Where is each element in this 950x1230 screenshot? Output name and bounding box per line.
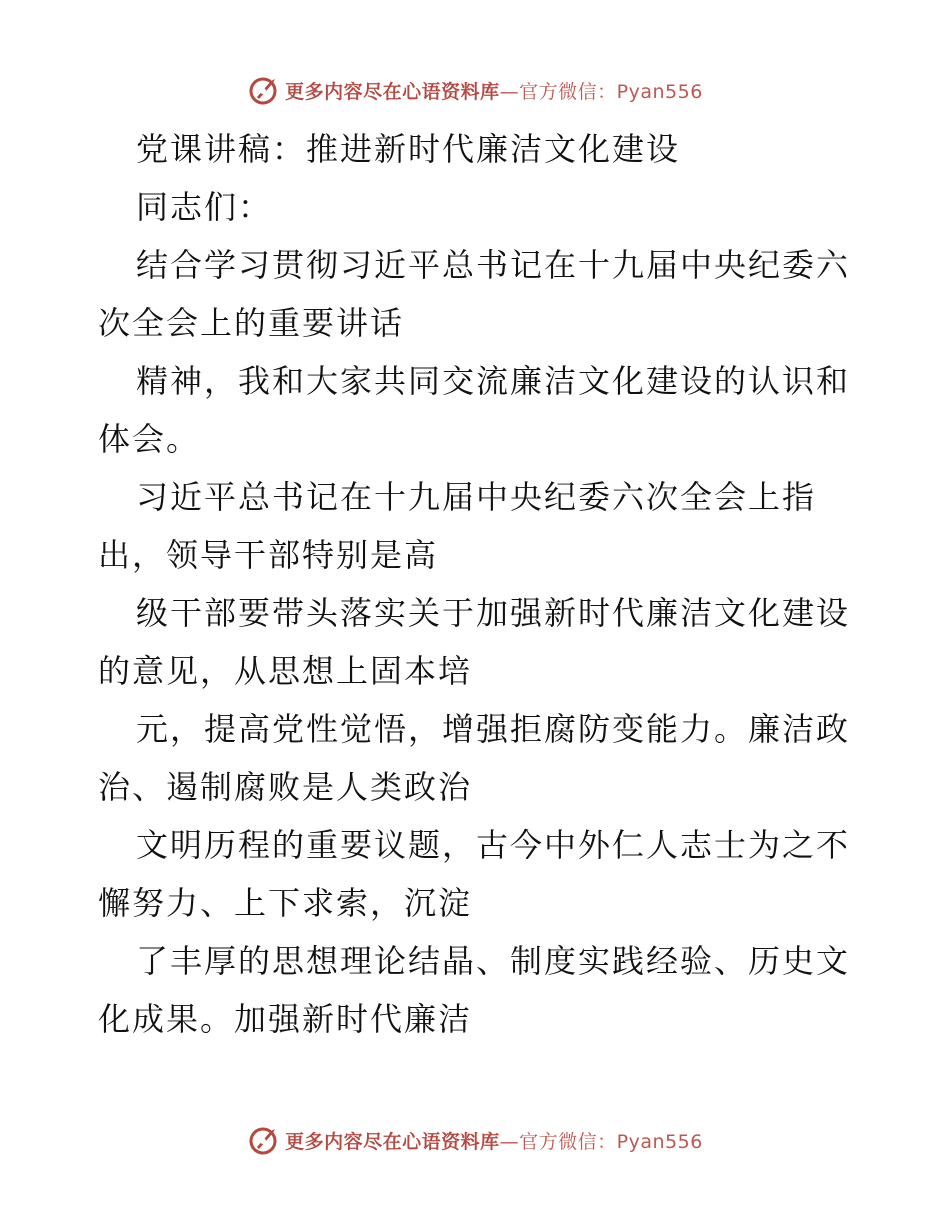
watermark-main: 更多内容尽在心语资料库: [285, 1130, 500, 1153]
document-body: [98, 120, 858, 1048]
text-line: 级干部要带头落实关于加强新时代廉洁文化建设: [136, 594, 851, 632]
text-line: 体会。: [98, 420, 201, 458]
watermark-contact: 官方微信：Pyan556: [519, 1130, 703, 1153]
text-line: 化成果。加强新时代廉洁: [98, 1000, 473, 1038]
quill-logo-icon: [247, 73, 281, 107]
watermark-separator: —: [499, 80, 520, 103]
document-title: 党课讲稿：推进新时代廉洁文化建设: [136, 130, 681, 168]
text-line: 精神，我和大家共同交流廉洁文化建设的认识和: [136, 362, 851, 400]
text-line: 懈努力、上下求索，沉淀: [98, 884, 473, 922]
text-line: 次全会上的重要讲话: [98, 304, 405, 342]
watermark-text: [285, 1127, 703, 1154]
text-line: 的意见，从思想上固本培: [98, 652, 473, 690]
footer-watermark: [0, 1120, 950, 1160]
text-line: 元，提高党性觉悟，增强拒腐防变能力。廉洁政: [136, 710, 851, 748]
text-line: 习近平总书记在十九届中央纪委六次全会上指: [136, 478, 817, 516]
text-line: 结合学习贯彻习近平总书记在十九届中央纪委六: [136, 246, 851, 284]
text-line: 了丰厚的思想理论结晶、制度实践经验、历史文: [136, 942, 851, 980]
watermark-text: [285, 77, 703, 104]
watermark-contact: 官方微信：Pyan556: [519, 80, 703, 103]
watermark-separator: —: [499, 1130, 520, 1153]
watermark-main: 更多内容尽在心语资料库: [285, 80, 500, 103]
salutation: 同志们：: [136, 188, 273, 226]
text-line: 文明历程的重要议题，古今中外仁人志士为之不: [136, 826, 851, 864]
quill-logo-icon: [247, 1123, 281, 1157]
text-line: 出，领导干部特别是高: [98, 536, 439, 574]
header-watermark: [0, 70, 950, 110]
text-line: 治、遏制腐败是人类政治: [98, 768, 473, 806]
